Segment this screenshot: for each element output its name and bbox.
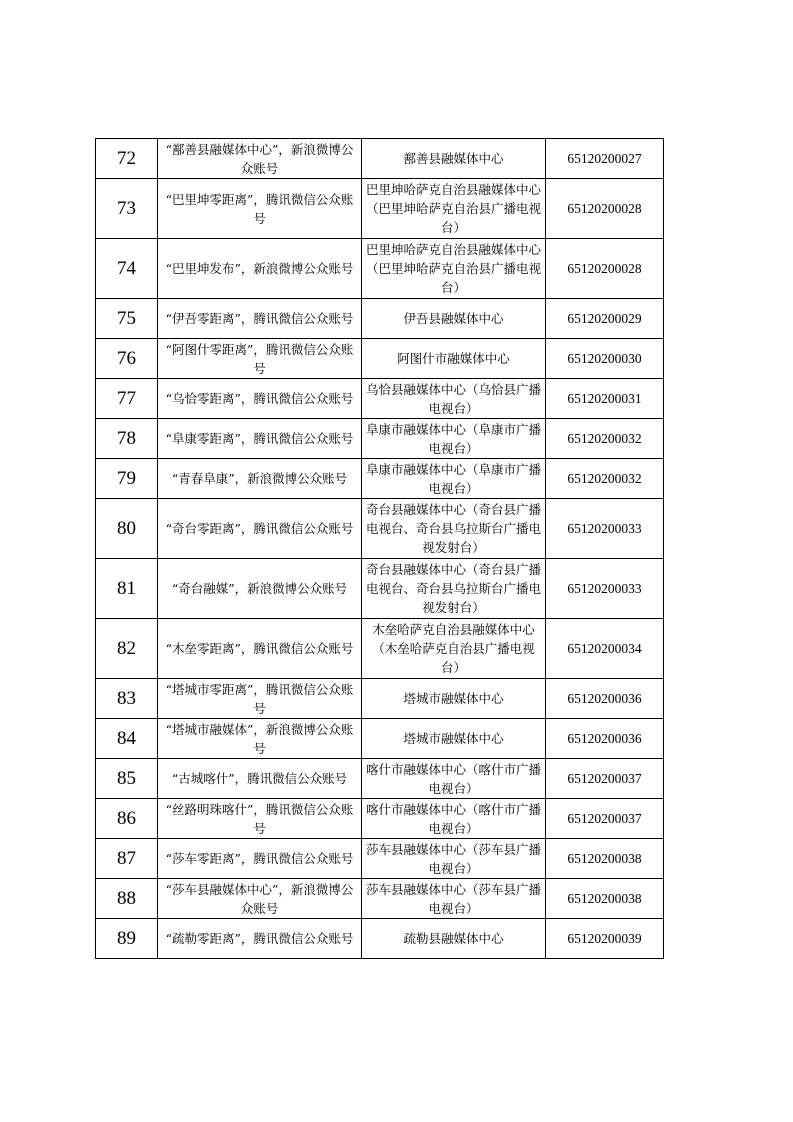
table-row — [96, 799, 664, 839]
account-name: “乌恰零距离”，腾讯微信公众账号 — [158, 379, 362, 419]
account-name: “巴里坤零距离”，腾讯微信公众账号 — [158, 179, 362, 239]
row-number: 73 — [96, 179, 158, 239]
row-number: 75 — [96, 299, 158, 339]
account-name: “古城喀什”，腾讯微信公众账号 — [158, 759, 362, 799]
organization-name: 阜康市融媒体中心（阜康市广播电视台） — [362, 419, 546, 459]
organization-name: 塔城市融媒体中心 — [362, 719, 546, 759]
account-name: “木垒零距离”，腾讯微信公众账号 — [158, 619, 362, 679]
table-row — [96, 879, 664, 919]
table-row — [96, 339, 664, 379]
account-name: “阿图什零距离”，腾讯微信公众账号 — [158, 339, 362, 379]
organization-name: 奇台县融媒体中心（奇台县广播电视台、奇台县乌拉斯台广播电视发射台） — [362, 499, 546, 559]
registration-code: 65120200036 — [546, 679, 664, 719]
row-number: 79 — [96, 459, 158, 499]
registration-code: 65120200031 — [546, 379, 664, 419]
organization-name: 伊吾县融媒体中心 — [362, 299, 546, 339]
registration-code: 65120200038 — [546, 839, 664, 879]
table-row — [96, 619, 664, 679]
organization-name: 木垒哈萨克自治县融媒体中心（木垒哈萨克自治县广播电视台） — [362, 619, 546, 679]
row-number: 81 — [96, 559, 158, 619]
account-name: “阜康零距离”，腾讯微信公众账号 — [158, 419, 362, 459]
account-name: “鄯善县融媒体中心”，新浪微博公众账号 — [158, 139, 362, 179]
row-number: 74 — [96, 239, 158, 299]
account-name: “莎车县融媒体中心”，新浪微博公众账号 — [158, 879, 362, 919]
organization-name: 阿图什市融媒体中心 — [362, 339, 546, 379]
organization-name: 莎车县融媒体中心（莎车县广播电视台） — [362, 839, 546, 879]
organization-name: 奇台县融媒体中心（奇台县广播电视台、奇台县乌拉斯台广播电视发射台） — [362, 559, 546, 619]
account-name: “奇台融媒”，新浪微博公众账号 — [158, 559, 362, 619]
row-number: 83 — [96, 679, 158, 719]
registration-code: 65120200032 — [546, 419, 664, 459]
row-number: 76 — [96, 339, 158, 379]
table-row — [96, 299, 664, 339]
row-number: 78 — [96, 419, 158, 459]
organization-name: 巴里坤哈萨克自治县融媒体中心（巴里坤哈萨克自治县广播电视台） — [362, 179, 546, 239]
registration-code: 65120200034 — [546, 619, 664, 679]
table-row — [96, 139, 664, 179]
record-table — [95, 138, 664, 959]
account-name: “青春阜康”，新浪微博公众账号 — [158, 459, 362, 499]
table-row — [96, 679, 664, 719]
registration-code: 65120200027 — [546, 139, 664, 179]
organization-name: 疏勒县融媒体中心 — [362, 919, 546, 959]
registration-code: 65120200028 — [546, 179, 664, 239]
row-number: 80 — [96, 499, 158, 559]
table-row — [96, 499, 664, 559]
account-name: “奇台零距离”，腾讯微信公众账号 — [158, 499, 362, 559]
account-name: “伊吾零距离”，腾讯微信公众账号 — [158, 299, 362, 339]
table-row — [96, 379, 664, 419]
registration-code: 65120200039 — [546, 919, 664, 959]
table-row — [96, 179, 664, 239]
table-row — [96, 719, 664, 759]
row-number: 86 — [96, 799, 158, 839]
row-number: 87 — [96, 839, 158, 879]
registration-code: 65120200028 — [546, 239, 664, 299]
organization-name: 塔城市融媒体中心 — [362, 679, 546, 719]
row-number: 77 — [96, 379, 158, 419]
table-row — [96, 459, 664, 499]
registration-code: 65120200032 — [546, 459, 664, 499]
table-row — [96, 419, 664, 459]
account-name: “莎车零距离”，腾讯微信公众账号 — [158, 839, 362, 879]
account-name: “丝路明珠喀什”，腾讯微信公众账号 — [158, 799, 362, 839]
registration-code: 65120200029 — [546, 299, 664, 339]
organization-name: 乌恰县融媒体中心（乌恰县广播电视台） — [362, 379, 546, 419]
row-number: 88 — [96, 879, 158, 919]
account-name: “疏勒零距离”，腾讯微信公众账号 — [158, 919, 362, 959]
row-number: 84 — [96, 719, 158, 759]
row-number: 72 — [96, 139, 158, 179]
account-name: “巴里坤发布”，新浪微博公众账号 — [158, 239, 362, 299]
registration-code: 65120200036 — [546, 719, 664, 759]
table-row — [96, 559, 664, 619]
registration-code: 65120200033 — [546, 499, 664, 559]
organization-name: 喀什市融媒体中心（喀什市广播电视台） — [362, 759, 546, 799]
account-name: “塔城市零距离”，腾讯微信公众账号 — [158, 679, 362, 719]
organization-name: 莎车县融媒体中心（莎车县广播电视台） — [362, 879, 546, 919]
table-row — [96, 759, 664, 799]
registration-code: 65120200030 — [546, 339, 664, 379]
organization-name: 巴里坤哈萨克自治县融媒体中心（巴里坤哈萨克自治县广播电视台） — [362, 239, 546, 299]
row-number: 82 — [96, 619, 158, 679]
registration-code: 65120200037 — [546, 799, 664, 839]
row-number: 89 — [96, 919, 158, 959]
registration-code: 65120200037 — [546, 759, 664, 799]
row-number: 85 — [96, 759, 158, 799]
registration-code: 65120200033 — [546, 559, 664, 619]
organization-name: 鄯善县融媒体中心 — [362, 139, 546, 179]
registration-code: 65120200038 — [546, 879, 664, 919]
table-row — [96, 239, 664, 299]
organization-name: 阜康市融媒体中心（阜康市广播电视台） — [362, 459, 546, 499]
table-row — [96, 919, 664, 959]
organization-name: 喀什市融媒体中心（喀什市广播电视台） — [362, 799, 546, 839]
account-name: “塔城市融媒体”，新浪微博公众账号 — [158, 719, 362, 759]
table-row — [96, 839, 664, 879]
